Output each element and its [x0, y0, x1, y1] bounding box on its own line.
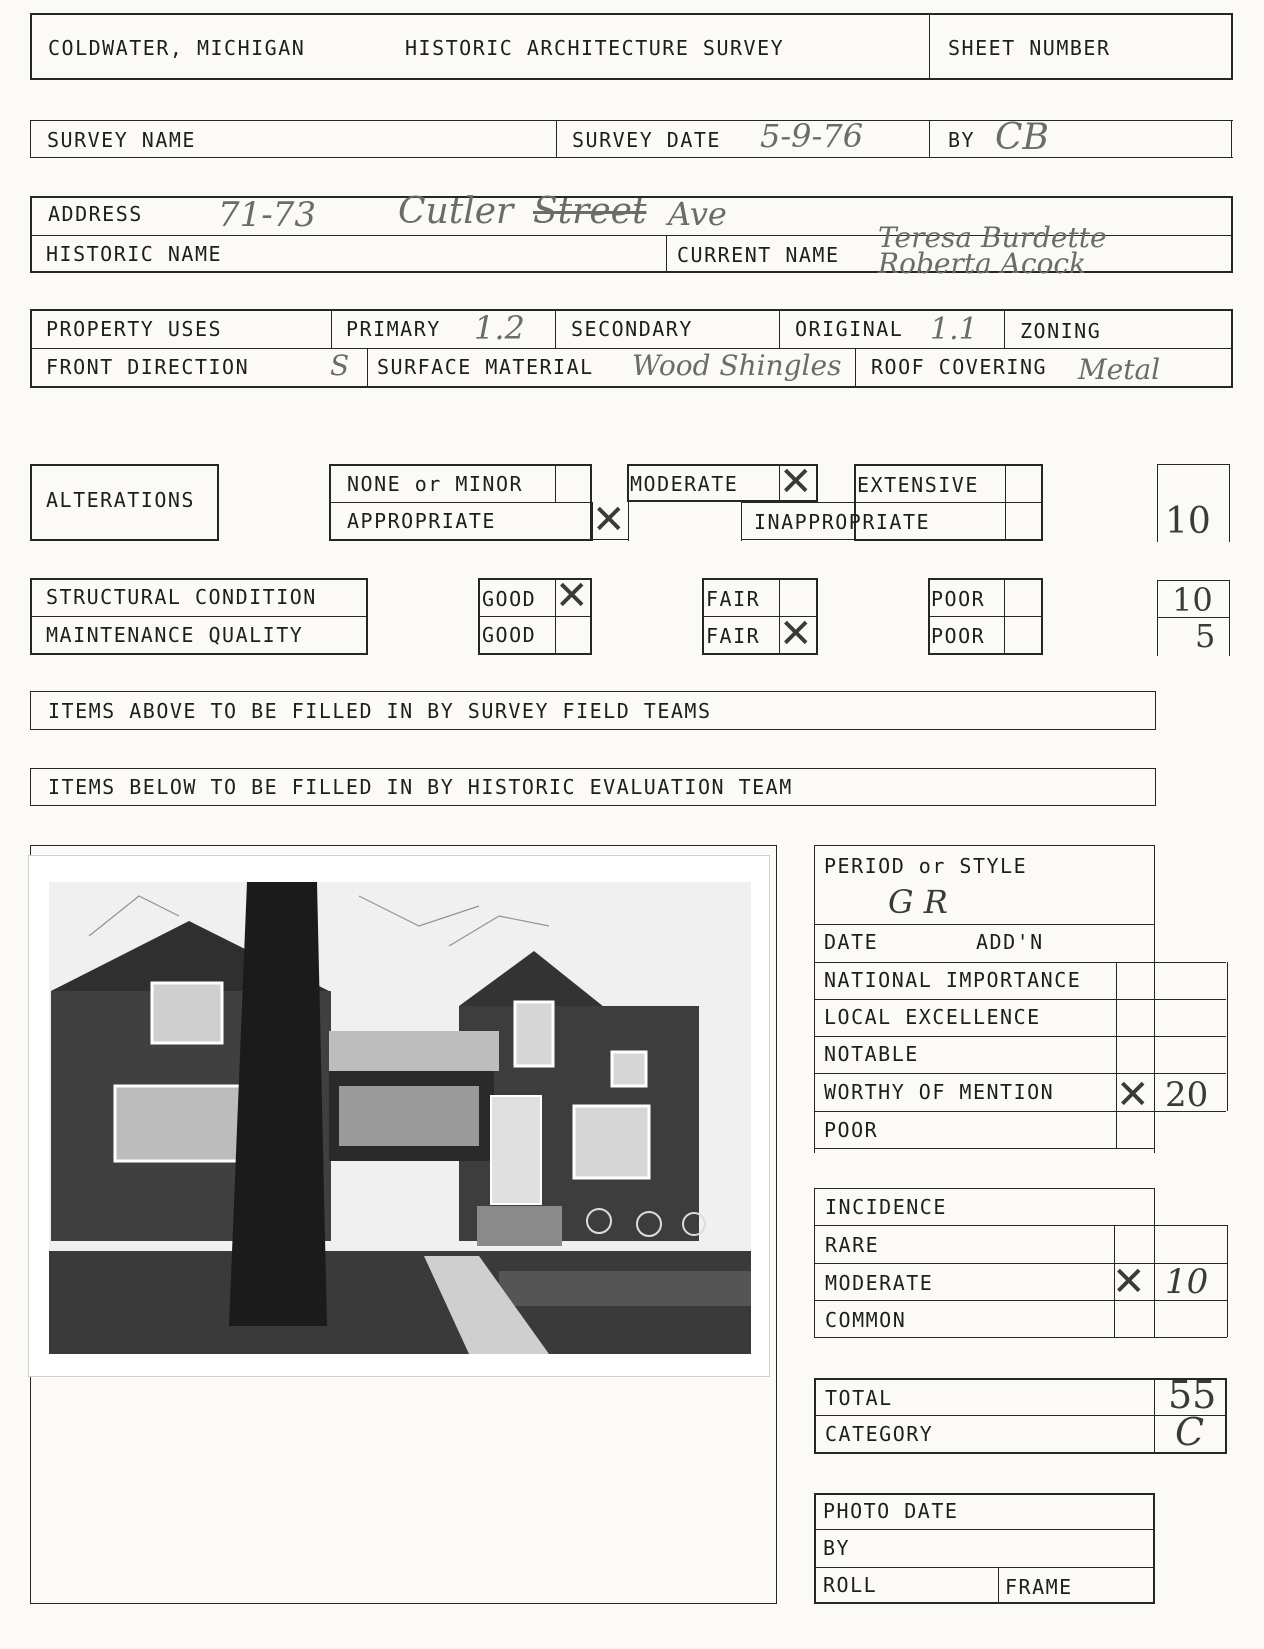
rare-label: RARE [825, 1233, 880, 1257]
total-div [1154, 1378, 1155, 1454]
note-below-left [30, 768, 31, 805]
address-div [666, 235, 667, 273]
survey-date-label: SURVEY DATE [572, 128, 721, 152]
original-value: 1.1 [930, 312, 978, 347]
common-label: COMMON [825, 1308, 907, 1332]
survey-title: HISTORIC ARCHITECTURE SURVEY [405, 36, 785, 60]
extensive-mid [741, 502, 1043, 503]
primary-value: 1.2 [474, 309, 525, 347]
house-photo [28, 855, 770, 1377]
worthy-x: ✕ [1116, 1072, 1150, 1118]
photo-date-label: PHOTO DATE [823, 1499, 959, 1523]
none-minor-check-div [555, 464, 556, 502]
incidence-label: INCIDENCE [825, 1195, 947, 1219]
eval-national-bottom [814, 999, 1226, 1000]
inc-moderate-label: MODERATE [825, 1271, 934, 1295]
note-below-bottom [30, 805, 1156, 806]
survey-left-edge [30, 120, 31, 157]
historic-name-label: HISTORIC NAME [46, 242, 223, 266]
maintenance-poor-label: POOR [931, 624, 986, 648]
note-below-right [1155, 768, 1156, 805]
note-above-top [30, 691, 1156, 692]
prop-div3 [779, 309, 780, 348]
secondary-label: SECONDARY [571, 317, 693, 341]
note-below: ITEMS BELOW TO BE FILLED IN BY HISTORIC EVALUATION TEAM [48, 775, 793, 799]
extensive-check-div [1005, 464, 1006, 541]
total-mid [814, 1415, 1227, 1416]
addn-label: ADD'N [976, 930, 1044, 954]
inappropriate-left [741, 502, 742, 541]
current-name-line1: Teresa Burdette [878, 221, 1107, 254]
prop-div2 [555, 309, 556, 348]
primary-label: PRIMARY [346, 317, 441, 341]
total-label: TOTAL [825, 1386, 893, 1410]
extensive-label: EXTENSIVE [857, 473, 979, 497]
inc-top [814, 1188, 1155, 1189]
cond-score-left [1157, 580, 1158, 656]
front-direction-label: FRONT DIRECTION [46, 355, 250, 379]
structural-score: 10 [1172, 581, 1213, 619]
by-value: CB [995, 117, 1049, 158]
photo-info-div [998, 1567, 999, 1604]
note-below-top [30, 768, 1156, 769]
maintenance-label: MAINTENANCE QUALITY [46, 623, 304, 647]
city-label: COLDWATER, MICHIGAN [48, 36, 306, 60]
poor-mid [928, 616, 1043, 617]
photo-panel-right [776, 845, 777, 1604]
roof-covering-label: ROOF COVERING [871, 355, 1048, 379]
note-above-left [30, 691, 31, 729]
survey-div1 [556, 120, 557, 157]
current-name-label: CURRENT NAME [677, 243, 840, 267]
worthy-score: 20 [1165, 1075, 1209, 1115]
note-above-bottom [30, 729, 1156, 730]
photo-info-mid1 [814, 1529, 1155, 1530]
eval-check-div [1116, 962, 1117, 1148]
moderate-label: MODERATE [630, 472, 739, 496]
alterations-label: ALTERATIONS [46, 488, 195, 512]
address-suffix: Ave [668, 195, 727, 233]
surface-material-value: Wood Shingles [632, 349, 842, 382]
structural-good-label: GOOD [482, 587, 537, 611]
eval-notable-bottom [814, 1073, 1226, 1074]
prop-div4 [1004, 309, 1005, 348]
inc-score-right [1227, 1225, 1228, 1337]
prop-div6 [855, 348, 856, 388]
national-label: NATIONAL IMPORTANCE [824, 968, 1082, 992]
roof-covering-value: Metal [1078, 353, 1161, 386]
maintenance-fair-label: FAIR [706, 624, 761, 648]
moderate-x: ✕ [779, 459, 813, 505]
address-number: 71-73 [218, 195, 317, 235]
prop-div5 [367, 348, 368, 388]
local-label: LOCAL EXCELLENCE [824, 1005, 1041, 1029]
survey-date-value: 5-9-76 [760, 117, 864, 155]
note-above-right [1155, 691, 1156, 729]
eval-date-label: DATE [824, 930, 879, 954]
property-uses-label: PROPERTY USES [46, 317, 223, 341]
photo-by-label: BY [823, 1536, 851, 1560]
alterations-score: 10 [1165, 501, 1211, 542]
incidence-moderate-x: ✕ [1112, 1259, 1146, 1305]
inc-label-bottom [814, 1225, 1227, 1226]
inappropriate-bottom [741, 539, 1043, 540]
appropriate-check-right [628, 502, 629, 541]
original-label: ORIGINAL [795, 317, 904, 341]
appropriate-label: APPROPRIATE [347, 509, 496, 533]
structural-label: STRUCTURAL CONDITION [46, 585, 317, 609]
notable-label: NOTABLE [824, 1042, 919, 1066]
current-name-line2: Roberta Acock [878, 247, 1087, 280]
survey-right-edge [1231, 120, 1232, 157]
eval-period-bottom [814, 924, 1155, 925]
front-direction-value: S [330, 349, 350, 382]
frame-label: FRAME [1005, 1575, 1073, 1599]
eval-score-right [1227, 962, 1228, 1111]
survey-row-top [30, 120, 1233, 121]
photo-panel-top [30, 845, 777, 846]
maintenance-good-label: GOOD [482, 623, 537, 647]
inc-common-bottom [814, 1337, 1227, 1338]
inappropriate-label: INAPPROPRIATE [754, 510, 931, 534]
category-label: CATEGORY [825, 1422, 934, 1446]
address-label: ADDRESS [48, 202, 143, 226]
category-value: C [1175, 1410, 1205, 1454]
structural-fair-label: FAIR [706, 587, 761, 611]
zoning-label: ZONING [1020, 319, 1102, 343]
maintenance-fair-x: ✕ [779, 611, 813, 657]
alt-score-right [1229, 464, 1230, 542]
prop-div1 [331, 309, 332, 348]
incidence-score: 10 [1165, 1262, 1209, 1302]
header-divider [929, 13, 930, 80]
photo-info-mid2 [814, 1567, 1155, 1568]
roll-label: ROLL [823, 1573, 878, 1597]
structural-poor-label: POOR [931, 587, 986, 611]
cond-score-right [1229, 580, 1230, 656]
eval-poor-label: POOR [824, 1118, 879, 1142]
period-label: PERIOD or STYLE [824, 854, 1028, 878]
eval-local-bottom [814, 1036, 1226, 1037]
eval-top [814, 845, 1155, 846]
alt-score-left [1157, 464, 1158, 542]
eval-date-bottom [814, 962, 1226, 963]
total-value: 55 [1168, 1373, 1217, 1417]
appropriate-x: ✕ [592, 497, 626, 543]
house-photo-image [29, 856, 771, 1378]
none-minor-mid [329, 502, 592, 503]
address-street: Cutler [398, 191, 514, 232]
address-street-struck: Street [533, 191, 647, 232]
maintenance-score: 5 [1195, 617, 1216, 655]
condition-label-mid [30, 616, 368, 617]
poor-check-div [1004, 578, 1005, 655]
period-value: G R [888, 883, 948, 921]
survey-row-bottom [30, 157, 1233, 158]
none-minor-label: NONE or MINOR [347, 472, 524, 496]
survey-name-label: SURVEY NAME [47, 128, 196, 152]
structural-good-x: ✕ [555, 573, 589, 619]
note-above: ITEMS ABOVE TO BE FILLED IN BY SURVEY FIELD TEAMS [48, 699, 712, 723]
survey-div2 [929, 120, 930, 157]
by-label: BY [948, 128, 976, 152]
photo-panel-bottom [30, 1603, 777, 1604]
sheet-number-label: SHEET NUMBER [948, 36, 1111, 60]
surface-material-label: SURFACE MATERIAL [377, 355, 594, 379]
eval-poor-bottom [814, 1148, 1155, 1149]
alt-score-top [1157, 464, 1229, 465]
worthy-label: WORTHY OF MENTION [824, 1080, 1055, 1104]
